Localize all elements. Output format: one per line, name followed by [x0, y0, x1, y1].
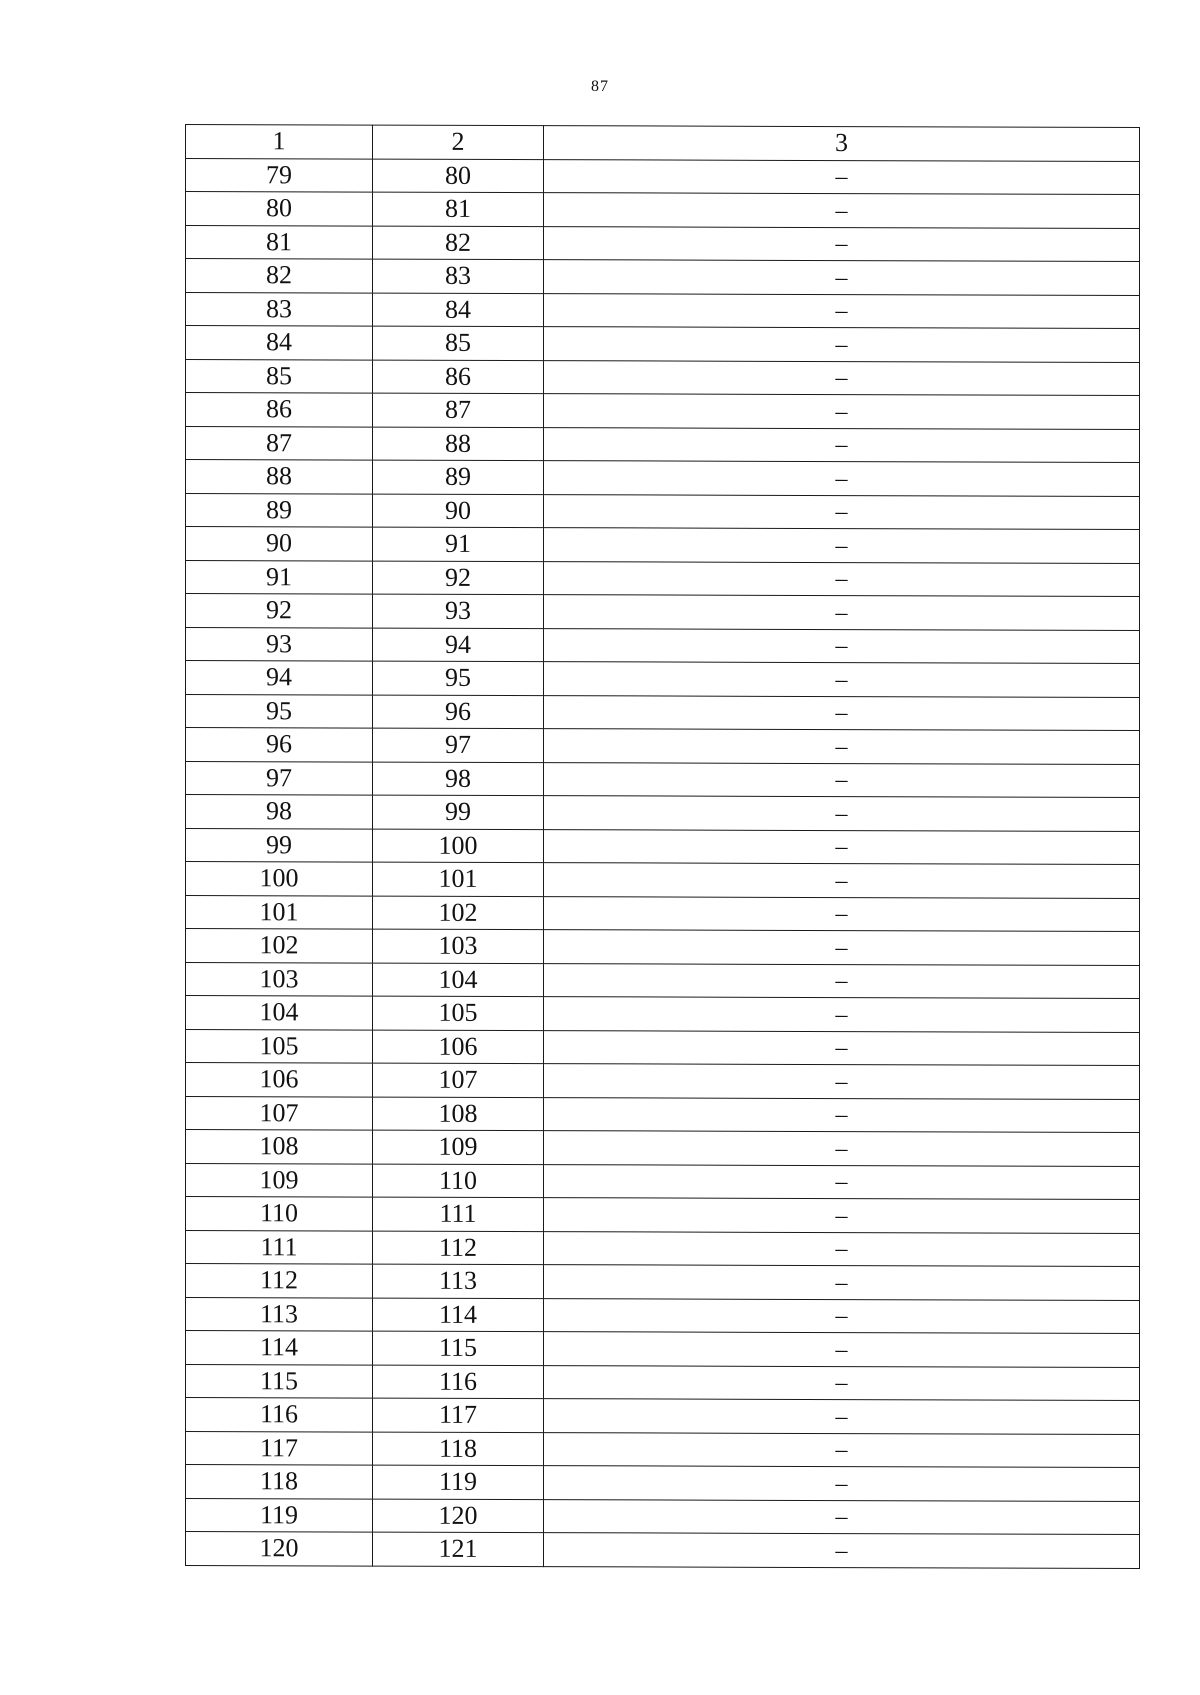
- dash-mark: –: [835, 566, 848, 593]
- table-row: [186, 895, 1140, 931]
- dash-mark: –: [835, 1470, 848, 1497]
- dash-mark: –: [835, 1135, 848, 1162]
- table-cell-col-3: [544, 260, 1140, 295]
- table-cell-col-2: 105: [373, 996, 544, 1030]
- dash-mark: –: [835, 666, 848, 693]
- table-row: [186, 1230, 1140, 1266]
- table-cell-col-3: [544, 1131, 1140, 1166]
- dash-mark: –: [835, 1102, 848, 1129]
- table-cell-col-3: [544, 1030, 1140, 1065]
- table-cell-col-3: [544, 1332, 1140, 1367]
- page-number: 87: [591, 78, 609, 95]
- dash-mark: –: [835, 197, 848, 224]
- table-cell-col-3: [544, 159, 1140, 194]
- table-row: [186, 1532, 1140, 1568]
- table-cell-col-2: 99: [373, 795, 544, 829]
- table-cell-col-3: [544, 327, 1140, 362]
- table-cell-col-3: [544, 997, 1140, 1032]
- table-row: [186, 326, 1140, 362]
- table-cell-col-3: [544, 1399, 1140, 1434]
- table-cell-col-3: [544, 829, 1140, 864]
- dash-mark: –: [835, 264, 848, 291]
- dash-mark: –: [835, 432, 848, 459]
- dash-mark: –: [835, 1001, 848, 1028]
- dash-mark: –: [835, 499, 848, 526]
- table-cell-col-2: 106: [373, 1030, 544, 1064]
- table-cell-col-3: [544, 461, 1140, 496]
- table-cell-col-2: 111: [373, 1197, 544, 1231]
- table-cell-col-3: [544, 427, 1140, 462]
- table-row: [186, 828, 1140, 864]
- table-cell-col-2: 80: [373, 159, 544, 193]
- table-cell-col-3: [544, 494, 1140, 529]
- table-row: [186, 493, 1140, 529]
- table-cell-col-1: 86: [186, 393, 373, 427]
- table-cell-col-2: 92: [373, 561, 544, 595]
- table-row: [186, 1364, 1140, 1400]
- dash-mark: –: [835, 331, 848, 358]
- table-cell-col-1: 109: [186, 1163, 373, 1197]
- table-cell-col-3: [544, 595, 1140, 630]
- table-row: [186, 761, 1140, 797]
- table-row: [186, 1398, 1140, 1434]
- table-row: [186, 1465, 1140, 1501]
- table-cell-col-2: 117: [373, 1398, 544, 1432]
- table-cell-col-1: 96: [186, 728, 373, 762]
- dash-mark: –: [835, 1370, 848, 1397]
- table-cell-col-1: 90: [186, 527, 373, 561]
- table-cell-col-3: [544, 695, 1140, 730]
- table-cell-col-1: 89: [186, 493, 373, 527]
- table-row: [186, 996, 1140, 1032]
- table-cell-col-1: 84: [186, 326, 373, 360]
- dash-mark: –: [835, 1303, 848, 1330]
- table-row: [186, 795, 1140, 831]
- dash-mark: –: [835, 767, 848, 794]
- dash-mark: –: [835, 1504, 848, 1531]
- table-cell-col-1: 88: [186, 460, 373, 494]
- table-row: [186, 192, 1140, 228]
- table-cell-col-1: 92: [186, 594, 373, 628]
- table-cell-col-2: 119: [373, 1465, 544, 1499]
- table-cell-col-3: [544, 1533, 1140, 1568]
- table-cell-col-1: 110: [186, 1197, 373, 1231]
- table-row: [186, 1297, 1140, 1333]
- dash-mark: –: [835, 1269, 848, 1296]
- table-cell-col-2: 107: [373, 1063, 544, 1097]
- table-cell-col-1: 104: [186, 996, 373, 1030]
- table-cell-col-3: [544, 762, 1140, 797]
- table-row: [186, 929, 1140, 965]
- table-cell-col-2: 94: [373, 628, 544, 662]
- dash-mark: –: [835, 700, 848, 727]
- table-cell-col-3: [544, 1499, 1140, 1534]
- table-cell-col-2: 112: [373, 1231, 544, 1265]
- table-cell-col-2: 97: [373, 728, 544, 762]
- table-cell-col-1: 82: [186, 259, 373, 293]
- table-cell-col-3: [544, 528, 1140, 563]
- table-cell-col-3: [544, 293, 1140, 328]
- table-cell-col-1: 119: [186, 1498, 373, 1532]
- dash-mark: –: [835, 231, 848, 258]
- table-cell-col-3: [544, 226, 1140, 261]
- dash-mark: –: [835, 901, 848, 928]
- table-cell-col-2: 103: [373, 929, 544, 963]
- table-cell-col-3: [544, 1298, 1140, 1333]
- table-cell-col-2: 100: [373, 829, 544, 863]
- table-cell-col-3: [544, 1231, 1140, 1266]
- table-row: [186, 259, 1140, 295]
- table-cell-col-2: 85: [373, 326, 544, 360]
- table-cell-col-2: 95: [373, 661, 544, 695]
- table-cell-col-1: 81: [186, 225, 373, 259]
- table-row: [186, 962, 1140, 998]
- table-cell-col-2: 81: [373, 192, 544, 226]
- table-cell-col-1: 95: [186, 694, 373, 728]
- table-cell-col-3: [544, 1432, 1140, 1467]
- table-cell-col-2: 91: [373, 527, 544, 561]
- table-cell-col-2: 104: [373, 963, 544, 997]
- table-cell-col-2: 121: [373, 1532, 544, 1566]
- dash-mark: –: [835, 1336, 848, 1363]
- table-cell-col-1: 113: [186, 1297, 373, 1331]
- table-cell-col-2: 84: [373, 293, 544, 327]
- dash-mark: –: [835, 834, 848, 861]
- table-cell-col-1: 83: [186, 292, 373, 326]
- dash-mark: –: [835, 465, 848, 492]
- table-cell-col-3: [544, 1265, 1140, 1300]
- table-cell-col-2: 93: [373, 594, 544, 628]
- table-row: [186, 594, 1140, 630]
- dash-mark: –: [835, 1169, 848, 1196]
- table-cell-col-1: 111: [186, 1230, 373, 1264]
- table-cell-col-1: 85: [186, 359, 373, 393]
- table-cell-col-2: 101: [373, 862, 544, 896]
- table-row: [186, 661, 1140, 697]
- table-row: [186, 426, 1140, 462]
- table-cell-col-2: 113: [373, 1264, 544, 1298]
- table-cell-col-1: 117: [186, 1431, 373, 1465]
- table-row: [186, 694, 1140, 730]
- table-cell-col-1: 114: [186, 1331, 373, 1365]
- table-cell-col-3: [544, 662, 1140, 697]
- table-cell-col-2: 108: [373, 1097, 544, 1131]
- table-cell-col-3: [544, 1365, 1140, 1400]
- dash-mark: –: [835, 867, 848, 894]
- table-row: [186, 560, 1140, 596]
- table-cell-col-3: [544, 729, 1140, 764]
- table-cell-col-1: 100: [186, 862, 373, 896]
- table-cell-col-3: [544, 963, 1140, 998]
- table-row: [186, 1096, 1140, 1132]
- dash-mark: –: [835, 1403, 848, 1430]
- table-cell-col-3: [544, 1064, 1140, 1099]
- table-row: [186, 158, 1140, 194]
- table-body: [186, 125, 1140, 1568]
- table-cell-col-1: 112: [186, 1264, 373, 1298]
- table-cell-col-1: 97: [186, 761, 373, 795]
- table-cell-col-3: [544, 930, 1140, 965]
- table-row: [186, 1431, 1140, 1467]
- table-row: [186, 359, 1140, 395]
- table-cell-col-3: [544, 561, 1140, 596]
- table-row: [186, 1063, 1140, 1099]
- table-row: [186, 1331, 1140, 1367]
- table-row: [186, 1498, 1140, 1534]
- table-row: [186, 862, 1140, 898]
- table-row: [186, 292, 1140, 328]
- table-cell-col-2: 110: [373, 1164, 544, 1198]
- table-cell-col-2: 90: [373, 494, 544, 528]
- table-row: [186, 225, 1140, 261]
- table-cell-col-3: [544, 193, 1140, 228]
- table-cell-col-1: 105: [186, 1029, 373, 1063]
- column-header-3: 3: [544, 126, 1140, 161]
- table-cell-col-1: 87: [186, 426, 373, 460]
- dash-mark: –: [835, 968, 848, 995]
- table-cell-col-1: 101: [186, 895, 373, 929]
- table-cell-col-2: 86: [373, 360, 544, 394]
- table-row: [186, 1130, 1140, 1166]
- dash-mark: –: [835, 733, 848, 760]
- table-cell-col-3: [544, 628, 1140, 663]
- dash-mark: –: [835, 164, 848, 191]
- table-cell-col-2: 88: [373, 427, 544, 461]
- table-cell-col-2: 96: [373, 695, 544, 729]
- table-cell-col-3: [544, 1198, 1140, 1233]
- table-cell-col-2: 114: [373, 1298, 544, 1332]
- table-cell-col-2: 89: [373, 460, 544, 494]
- table-cell-col-2: 83: [373, 259, 544, 293]
- table-cell-col-1: 107: [186, 1096, 373, 1130]
- table-cell-col-1: 102: [186, 929, 373, 963]
- dash-mark: –: [835, 1537, 848, 1564]
- table-row: [186, 1029, 1140, 1065]
- table-header-row: [186, 125, 1140, 161]
- table-row: [186, 393, 1140, 429]
- table-cell-col-2: 102: [373, 896, 544, 930]
- table-cell-col-2: 87: [373, 393, 544, 427]
- table-row: [186, 627, 1140, 663]
- column-header-1: 1: [186, 125, 373, 159]
- table-cell-col-1: 106: [186, 1063, 373, 1097]
- table-cell-col-2: 98: [373, 762, 544, 796]
- dash-mark: –: [835, 298, 848, 325]
- table-cell-col-1: 94: [186, 661, 373, 695]
- table-cell-col-1: 118: [186, 1465, 373, 1499]
- dash-mark: –: [835, 800, 848, 827]
- table-cell-col-2: 109: [373, 1130, 544, 1164]
- table-cell-col-1: 116: [186, 1398, 373, 1432]
- dash-mark: –: [835, 365, 848, 392]
- table-cell-col-3: [544, 796, 1140, 831]
- table-cell-col-2: 116: [373, 1365, 544, 1399]
- table-cell-col-1: 103: [186, 962, 373, 996]
- dash-mark: –: [835, 599, 848, 626]
- dash-mark: –: [835, 1236, 848, 1263]
- table-cell-col-3: [544, 1466, 1140, 1501]
- table-cell-col-3: [544, 896, 1140, 931]
- table-row: [186, 1163, 1140, 1199]
- dash-mark: –: [835, 1068, 848, 1095]
- table-cell-col-1: 91: [186, 560, 373, 594]
- table-cell-col-3: [544, 863, 1140, 898]
- dash-mark: –: [835, 934, 848, 961]
- table-row: [186, 1264, 1140, 1300]
- dash-mark: –: [835, 532, 848, 559]
- dash-mark: –: [835, 398, 848, 425]
- dash-mark: –: [835, 1202, 848, 1229]
- table-cell-col-1: 115: [186, 1364, 373, 1398]
- table-cell-col-1: 79: [186, 158, 373, 192]
- table-cell-col-3: [544, 394, 1140, 429]
- dash-mark: –: [835, 1035, 848, 1062]
- column-header-2: 2: [373, 125, 544, 159]
- table-cell-col-2: 115: [373, 1331, 544, 1365]
- table-cell-col-2: 120: [373, 1499, 544, 1533]
- table-cell-col-1: 108: [186, 1130, 373, 1164]
- table-cell-col-2: 118: [373, 1432, 544, 1466]
- table-row: [186, 460, 1140, 496]
- table-cell-col-1: 93: [186, 627, 373, 661]
- dash-mark: –: [835, 1437, 848, 1464]
- table-row: [186, 527, 1140, 563]
- table-cell-col-3: [544, 1097, 1140, 1132]
- table-row: [186, 728, 1140, 764]
- table-cell-col-3: [544, 1164, 1140, 1199]
- data-table: [185, 124, 1140, 1569]
- table-cell-col-1: 98: [186, 795, 373, 829]
- table-cell-col-2: 82: [373, 226, 544, 260]
- table-row: [186, 1197, 1140, 1233]
- table-cell-col-1: 120: [186, 1532, 373, 1566]
- table-cell-col-1: 80: [186, 192, 373, 226]
- table-cell-col-3: [544, 360, 1140, 395]
- dash-mark: –: [835, 633, 848, 660]
- table-cell-col-1: 99: [186, 828, 373, 862]
